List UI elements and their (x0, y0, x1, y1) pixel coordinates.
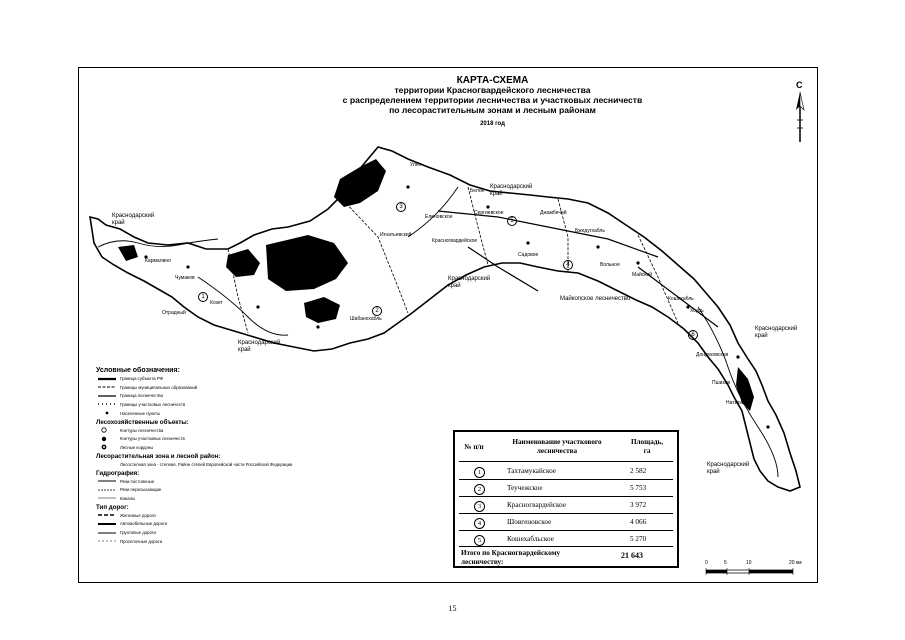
row-name: Теучежское (507, 484, 543, 492)
district-number: 1 (198, 292, 208, 302)
row-number: 3 (474, 501, 485, 512)
settlement-label: Джамбечий (540, 210, 567, 216)
settlement-label: Дондуковская (696, 352, 729, 358)
north-label: С (796, 80, 803, 90)
legend-item: Границы муниципальных образований (120, 384, 198, 390)
total-value: 21 643 (621, 551, 643, 560)
legend-item: Границы участковых лесничеств (120, 401, 186, 407)
legend-item: Реки пересыхающие (120, 487, 162, 493)
settlement-label: Козет (210, 300, 223, 306)
legend-item: Грунтовые дороги (120, 530, 156, 536)
settlement-label: Шабанохабль (350, 316, 382, 322)
table-header-name: Наименование участкового лесничества (512, 438, 602, 455)
region-label-maykop: Майкопское лесничество (560, 296, 631, 302)
settlement-label: Майский (632, 272, 653, 278)
map-subtitle-3: по лесорастительным зонам и лесным районам (389, 105, 596, 115)
legend-item: Проселочные дороги (120, 538, 163, 544)
map-legend (96, 366, 396, 545)
legend-item: Населенные пункты (120, 410, 161, 416)
scale-tick-label: 20 км (789, 560, 802, 566)
table-header-num: № п/п (464, 443, 484, 451)
scale-bar (705, 560, 805, 585)
settlement-label: Кармалино (145, 258, 171, 264)
table-divider (459, 496, 673, 497)
map-year: 2018 год (480, 121, 505, 127)
scale-bar-graphic (705, 567, 805, 579)
legend-item: Граница субъекта РФ (120, 376, 163, 382)
district-number: 2 (372, 306, 382, 316)
legend-item: Реки постоянные (120, 478, 155, 484)
row-number: 5 (474, 535, 485, 546)
settlement-label: Красногвардейское (432, 238, 478, 244)
table-row (459, 515, 673, 531)
region-label-east: Краснодарский край (755, 326, 798, 339)
settlement-label: Еленовское (425, 214, 453, 220)
legend-heading: Гидрография: (96, 469, 140, 477)
region-label-south: Краснодарский край (238, 340, 281, 353)
legend-item: Автомобильные дороги (120, 521, 168, 527)
region-label-north: Краснодарский край (490, 184, 533, 197)
legend-item: Контуры лесничества (120, 427, 164, 433)
area-table (453, 430, 679, 568)
table-divider (459, 513, 673, 514)
region-label-se: Краснодарский край (707, 462, 750, 475)
settlement-label: Вольное (600, 262, 620, 268)
row-number: 2 (474, 484, 485, 495)
table-divider (459, 461, 673, 462)
row-area: 5 270 (630, 535, 647, 543)
settlement-label: Сергиевское (474, 210, 504, 216)
table-row (459, 481, 673, 497)
total-label: Итого по Красногвардейскому лесничеству: (461, 549, 561, 566)
table-row (459, 498, 673, 514)
legend-heading: Условные обозначения: (96, 367, 180, 375)
district-number: 3 (396, 202, 406, 212)
row-area: 3 972 (630, 501, 647, 509)
settlement-label: Уляп (410, 162, 422, 168)
row-name: Кошехабльское (507, 535, 554, 543)
scale-tick-label: 10 (746, 560, 752, 566)
settlement-label: Садовое (518, 252, 539, 258)
table-header-area: Площадь, га (630, 438, 664, 455)
map-title: КАРТА-СХЕМА (456, 75, 529, 86)
legend-heading: Лесорастительная зона и лесной район: (96, 452, 221, 460)
settlement-label: Белое (470, 188, 485, 194)
settlement-label: Игнатьевский (380, 232, 412, 238)
region-label-mid: Краснодарский край (448, 276, 491, 289)
row-name: Шовгеновское (507, 518, 552, 526)
settlement-label: Бжедугхабль (575, 228, 605, 234)
row-area: 2 582 (630, 467, 647, 475)
row-name: Тахтамукайское (507, 467, 556, 475)
district-number: 5 (507, 216, 517, 226)
table-row (459, 464, 673, 480)
region-label-nw: Краснодарский край (112, 213, 155, 226)
map-subtitle-2: с распределением территории лесничества и участковых лесничеств (342, 95, 643, 105)
legend-item: Контуры участковых лесничеств (120, 436, 185, 442)
legend-item: Лесные кордоны (120, 444, 154, 450)
row-area: 4 066 (630, 518, 647, 526)
row-area: 5 753 (630, 484, 647, 492)
row-name: Красногвардейское (507, 501, 567, 509)
settlement-label: Кошехабль (668, 296, 694, 302)
legend-heading: Лесохозяйственные объекты: (96, 418, 189, 426)
settlement-label: Чумаков (175, 275, 195, 281)
table-divider (459, 546, 673, 547)
row-number: 1 (474, 467, 485, 478)
settlement-label: Пшизов (712, 380, 731, 386)
legend-heading: Тип дорог: (96, 504, 129, 512)
legend-item: Каналы (120, 495, 136, 501)
settlement-label: Отрадный (162, 310, 186, 316)
legend-item: Железные дороги (120, 512, 156, 518)
legend-item: Лесостепная зона - степная. Район степей Европейской части Российской Федерации (120, 461, 293, 467)
map-subtitle-1: территории Красногвардейского лесничества (394, 85, 591, 95)
settlement-label: Натырбово (726, 400, 752, 406)
table-divider (459, 530, 673, 531)
row-number: 4 (474, 518, 485, 529)
settlement-label: Ходзь (690, 308, 704, 314)
scale-tick-label: 5 (724, 560, 727, 566)
scale-tick-label: 0 (705, 560, 708, 566)
page-number: 15 (448, 604, 457, 613)
district-number: 4 (563, 260, 573, 270)
settlement-label: Хатукай (300, 262, 319, 268)
legend-item: Граница лесничества (120, 393, 163, 399)
district-number: 6 (688, 330, 698, 340)
table-divider (459, 479, 673, 480)
